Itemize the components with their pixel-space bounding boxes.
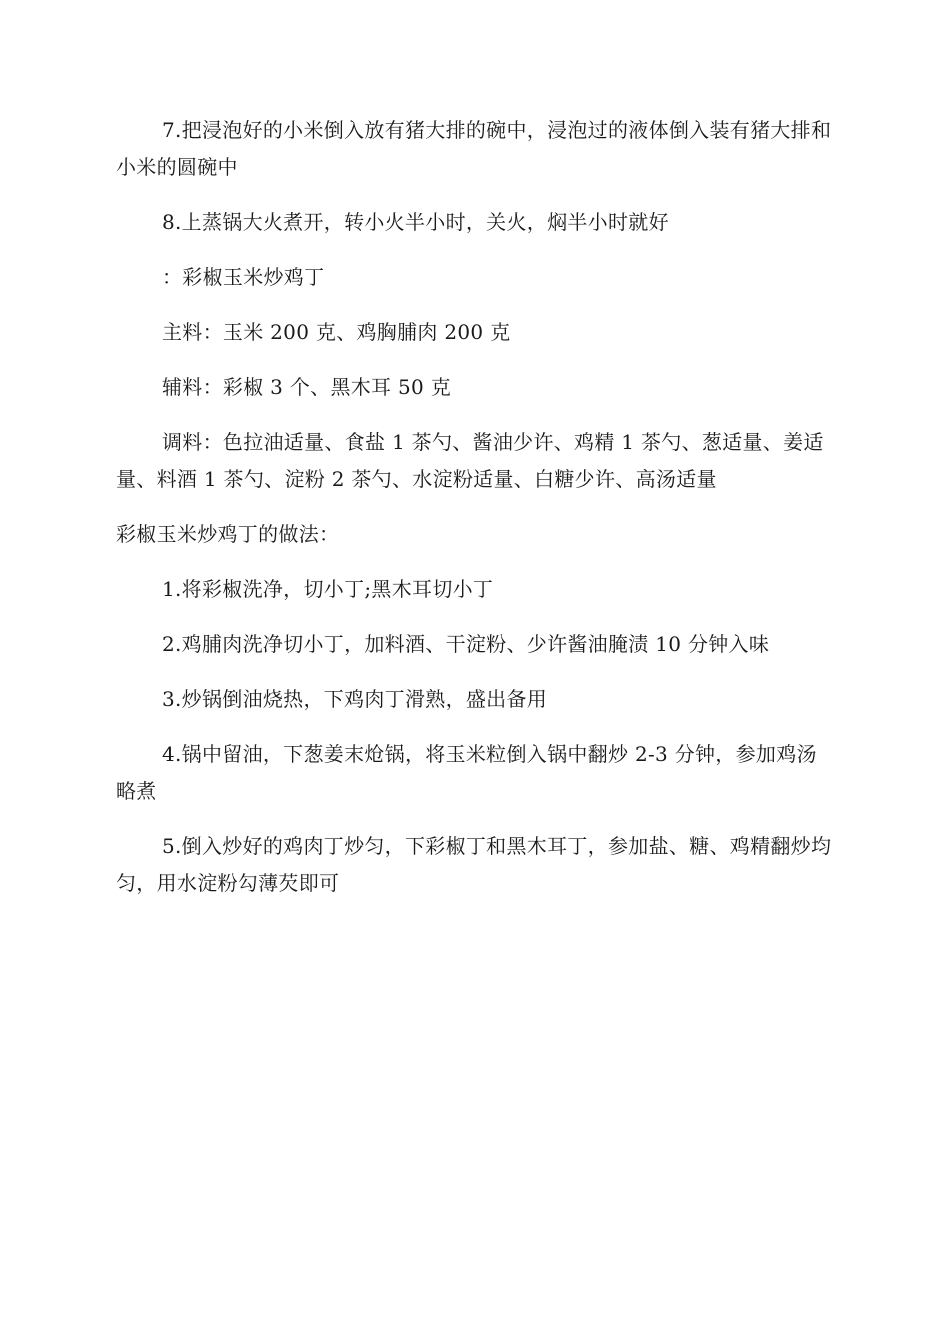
method-step-4: 4.锅中留油，下葱姜末炝锅，将玉米粒倒入锅中翻炒 2-3 分钟，参加鸡汤略煮: [116, 742, 817, 803]
method-step-5: 5.倒入炒好的鸡肉丁炒匀，下彩椒丁和黑木耳丁，参加盐、糖、鸡精翻炒均匀，用水淀粉勾薄芡即可: [116, 834, 832, 895]
document-body: [116, 112, 834, 920]
method-step-3: 3.炒锅倒油烧热，下鸡肉丁滑熟，盛出备用: [162, 687, 548, 711]
main-ingredients: 主料：玉米 200 克、鸡胸脯肉 200 克: [162, 320, 511, 344]
method-heading: 彩椒玉米炒鸡丁的做法：: [116, 522, 340, 546]
method-step-2: 2.鸡脯肉洗净切小丁，加料酒、干淀粉、少许酱油腌渍 10 分钟入味: [162, 632, 770, 656]
recipe-title: ：彩椒玉米炒鸡丁: [162, 265, 325, 289]
paragraph-step-7: 7.把浸泡好的小米倒入放有猪大排的碗中，浸泡过的液体倒入装有猪大排和小米的圆碗中: [116, 118, 832, 179]
paragraph-step-8: 8.上蒸锅大火煮开，转小火半小时，关火，焖半小时就好: [162, 210, 669, 234]
auxiliary-ingredients: 辅料：彩椒 3 个、黑木耳 50 克: [162, 375, 452, 399]
method-step-1: 1.将彩椒洗净，切小丁;黑木耳切小丁: [162, 577, 494, 601]
seasonings: 调料：色拉油适量、食盐 1 茶勺、酱油少许、鸡精 1 茶勺、葱适量、姜适量、料酒 1 茶勺、淀粉 2 茶勺、水淀粉适量、白糖少许、高汤适量: [116, 430, 824, 491]
